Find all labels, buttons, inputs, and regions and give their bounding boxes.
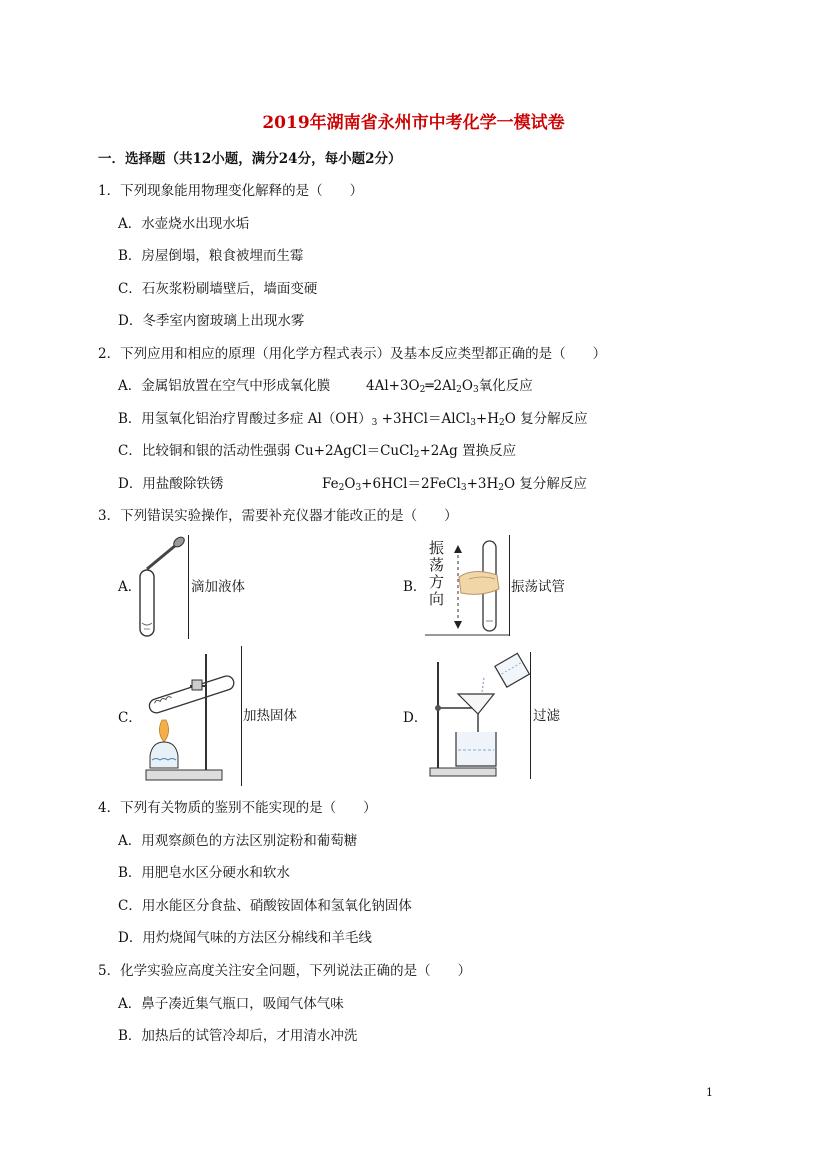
q3-option-a-caption: 滴加液体 (191, 579, 245, 595)
q1-option-b: B．房屋倒塌，粮食被埋而生霉 (118, 248, 304, 264)
q4-option-a: A．用观察颜色的方法区别淀粉和葡萄糖 (118, 833, 358, 849)
filtration-figure (426, 652, 531, 779)
q1-option-c: C．石灰浆粉刷墙壁后，墙面变硬 (118, 281, 318, 297)
q2-option-d-text: D．用盐酸除铁锈 (118, 476, 224, 492)
q2-option-a-text: A．金属铝放置在空气中形成氧化膜 (118, 378, 331, 394)
q4-stem: 4．下列有关物质的鉴别不能实现的是（ ） (98, 800, 377, 816)
shake-direction-label: 振 荡 方 向 (429, 539, 445, 608)
q3-option-b-caption: 振荡试管 (511, 579, 565, 595)
q2-option-a-equation: $4Al+3O_2═2Al_2O_3$氧化反应 (366, 378, 533, 395)
q4-option-b: B．用肥皂水区分硬水和软水 (118, 865, 290, 881)
q2-option-b: B．用氢氧化铝治疗胃酸过多症 $Al(OH)_3$ $+3HCl=AlCl_3+H_2O$ 复分解反应 (118, 411, 588, 428)
page-number: 1 (706, 1086, 713, 1099)
q3-option-d-letter: D． (403, 710, 428, 726)
q3-option-a-letter: A． (118, 579, 142, 595)
q3-option-d-caption: 过滤 (533, 708, 560, 724)
q1-option-d: D．冬季室内窗玻璃上出现水雾 (118, 313, 305, 329)
section-heading: 一．选择题（共12小题，满分24分，每小题2分） (98, 151, 402, 167)
q3-option-c-letter: C． (118, 710, 142, 726)
q1-option-a: A．水壶烧水出现水垢 (118, 216, 250, 232)
q3-stem: 3．下列错误实验操作，需要补充仪器才能改正的是（ ） (98, 508, 458, 524)
q2-stem: 2．下列应用和相应的原理（用化学方程式表示）及基本反应类型都正确的是（ ） (98, 346, 607, 362)
q5-option-a: A．鼻子凑近集气瓶口，吸闻气体气味 (118, 996, 344, 1012)
q3-option-b-letter: B． (403, 579, 427, 595)
q1-stem: 1．下列现象能用物理变化解释的是（ ） (98, 183, 364, 199)
q5-stem: 5．化学实验应高度关注安全问题，下列说法正确的是（ ） (98, 963, 472, 979)
q4-option-d: D．用灼烧闻气味的方法区分棉线和羊毛线 (118, 930, 372, 946)
q2-option-c: C．比较铜和银的活动性强弱 Cu+2AgCl＝CuCl$_2$+2Ag 置换反应 (118, 443, 517, 460)
dropper-figure (138, 535, 189, 639)
exam-title: 2019年湖南省永州市中考化学一模试卷 (262, 113, 565, 133)
q5-option-b: B．加热后的试管冷却后，才用清水冲洗 (118, 1028, 358, 1044)
q2-option-d-equation: $Fe_2O_3+6HCl=2FeCl_3+3H_2O$ 复分解反应 (322, 476, 587, 493)
heat-solid-figure (140, 646, 242, 786)
q4-option-c: C．用水能区分食盐、硝酸铵固体和氢氧化钠固体 (118, 898, 412, 914)
q3-option-c-caption: 加热固体 (243, 708, 297, 724)
